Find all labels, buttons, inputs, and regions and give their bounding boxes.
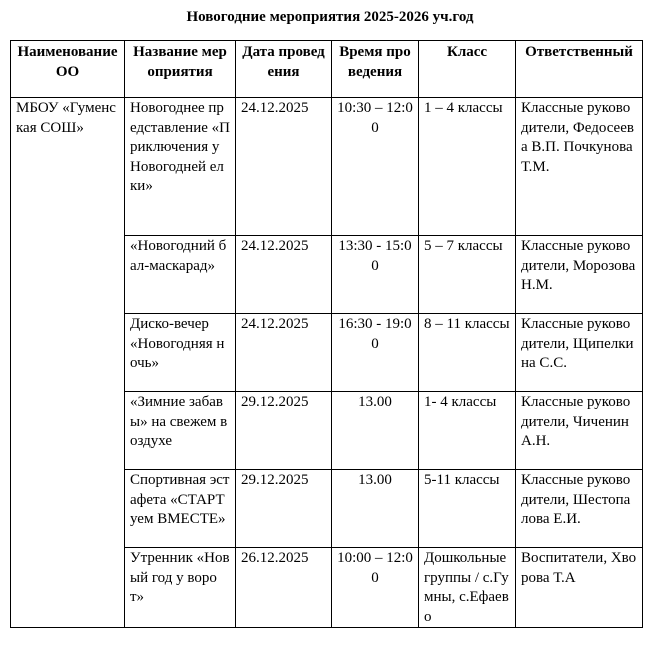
date-cell: 24.12.2025 — [236, 98, 332, 236]
grade-cell: 8 – 11 классы — [419, 314, 516, 392]
date-cell: 24.12.2025 — [236, 236, 332, 314]
organization-cell: МБОУ «Гуменская СОШ» — [11, 98, 125, 628]
event-name-cell: «Зимние забавы» на свежем воздухе — [125, 392, 236, 470]
header-time: Время проведения — [332, 41, 419, 98]
header-organization: Наименование ОО — [11, 41, 125, 98]
header-row — [11, 41, 643, 98]
table-header — [11, 41, 643, 98]
grade-cell: 1- 4 классы — [419, 392, 516, 470]
responsible-cell: Воспитатели, Хворова Т.А — [516, 548, 643, 628]
grade-cell: 5-11 классы — [419, 470, 516, 548]
date-cell: 24.12.2025 — [236, 314, 332, 392]
grade-cell: 5 – 7 классы — [419, 236, 516, 314]
grade-cell: Дошкольные группы / с.Гумны, с.Ефаево — [419, 548, 516, 628]
time-cell: 13:30 - 15:00 — [332, 236, 419, 314]
responsible-cell: Классные руководители, Морозова Н.М. — [516, 236, 643, 314]
header-event-name: Название мероприятия — [125, 41, 236, 98]
page-title: Новогодние мероприятия 2025-2026 уч.год — [186, 9, 474, 25]
table-row — [11, 98, 643, 236]
header-grade: Класс — [419, 41, 516, 98]
event-name-cell: Утренник «Новый год у ворот» — [125, 548, 236, 628]
event-name-cell: Новогоднее представление «Приключения у Новогодней елки» — [125, 98, 236, 236]
time-cell: 10:00 – 12:00 — [332, 548, 419, 628]
time-cell: 13.00 — [332, 470, 419, 548]
responsible-cell: Классные руководители, Федосеева В.П. Почкунова Т.М. — [516, 98, 643, 236]
responsible-cell: Классные руководители, Щипелкина С.С. — [516, 314, 643, 392]
header-date: Дата проведения — [236, 41, 332, 98]
event-name-cell: Спортивная эстафета «СТАРТуем ВМЕСТЕ» — [125, 470, 236, 548]
events-table — [10, 40, 643, 628]
time-cell: 13.00 — [332, 392, 419, 470]
date-cell: 29.12.2025 — [236, 470, 332, 548]
responsible-cell: Классные руководители, Шестопалова Е.И. — [516, 470, 643, 548]
header-responsible: Ответственный — [516, 41, 643, 98]
time-cell: 16:30 - 19:00 — [332, 314, 419, 392]
time-cell: 10:30 – 12:00 — [332, 98, 419, 236]
table-body — [11, 98, 643, 628]
grade-cell: 1 – 4 классы — [419, 98, 516, 236]
event-name-cell: Диско-вечер «Новогодняя ночь» — [125, 314, 236, 392]
date-cell: 29.12.2025 — [236, 392, 332, 470]
responsible-cell: Классные руководители, Чиченин А.Н. — [516, 392, 643, 470]
event-name-cell: «Новогодний бал-маскарад» — [125, 236, 236, 314]
date-cell: 26.12.2025 — [236, 548, 332, 628]
